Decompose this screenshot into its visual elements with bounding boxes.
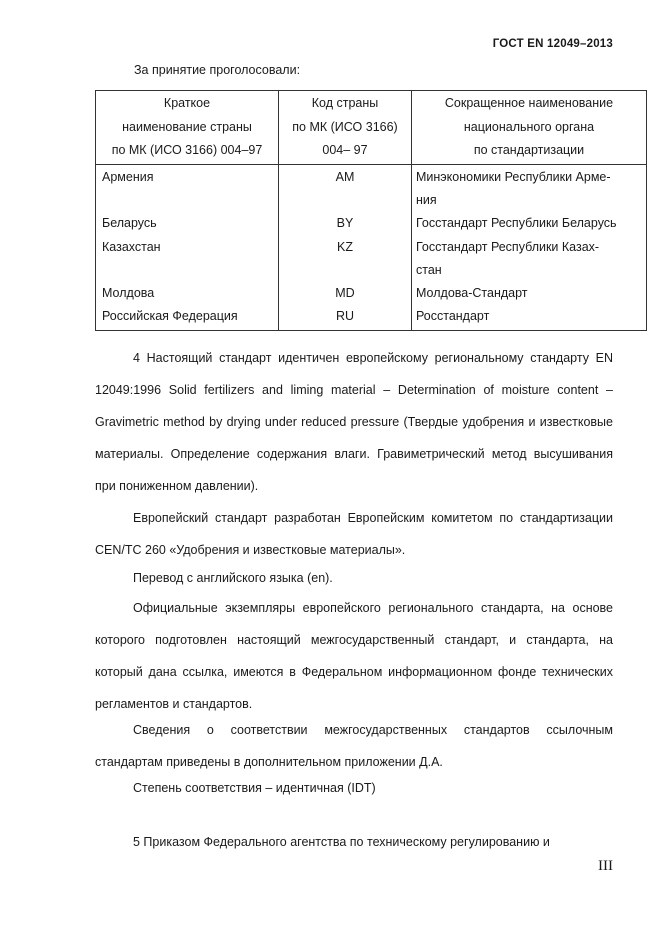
country-name: Российская Федерация [96,305,279,331]
header-country-name: Краткое наименование страны по МК (ИСО 3166) 004–97 [96,91,279,165]
country-code: BY [279,212,412,235]
national-body: Молдова-Стандарт [412,282,647,305]
table-row [96,165,647,213]
country-code: RU [279,305,412,331]
national-body: Росстандарт [412,305,647,331]
table-row [96,305,647,331]
paragraph-official-copies: Официальные экземпляры европейского регионального стандарта, на основе которого подготовлен настоящий межгосударственный стандарт, и стандарта, на который дана ссылка, имеются в Федеральном информационном фонде технических регламентов и стандартов. [95,601,613,711]
header-national-body: Сокращенное наименование национального органа по стандартизации [412,91,647,165]
national-body: Госстандарт Республики Беларусь [412,212,647,235]
table-row [96,236,647,282]
header-country-code: Код страны по МК (ИСО 3166) 004– 97 [279,91,412,165]
paragraph-degree: Степень соответствия – идентичная (IDT) [133,781,376,795]
country-name: Молдова [96,282,279,305]
paragraph-cen: Европейский стандарт разработан Европейским комитетом по стандартизации CEN/TC 260 «Удобрения и известковые материалы». [95,511,613,557]
voting-states-table [95,90,647,331]
national-body: Минэкономики Республики Арме- ния [412,165,647,213]
voting-intro: За принятие проголосовали: [134,63,301,77]
country-code: KZ [279,236,412,282]
country-name: Беларусь [96,212,279,235]
page-number: III [598,858,613,874]
paragraph-4: 4 Настоящий стандарт идентичен европейскому региональному стандарту EN 12049:1996 Solid fertilizers and liming material – Determination of moisture content – Gravimetric method by drying under reduced pressure (Твердые удобрения и известковые материалы. Определение содержания влаги. Гравиметрический метод высушивания при пониженном давлении). [95,351,613,493]
document-header-code: ГОСТ EN 12049–2013 [492,38,613,50]
table-header-row [96,91,647,165]
national-body: Госстандарт Республики Казах- стан [412,236,647,282]
paragraph-translation: Перевод с английского языка (en). [133,571,333,585]
paragraph-info: Сведения о соответствии межгосударственных стандартов ссылочным стандартам приведены в дополнительном приложении Д.А. [95,723,613,769]
country-name: Армения [96,165,279,213]
table-row [96,212,647,235]
paragraph-5: 5 Приказом Федерального агентства по техническому регулированию и [133,835,550,849]
country-code: AM [279,165,412,213]
table-row [96,282,647,305]
country-name: Казахстан [96,236,279,282]
country-code: MD [279,282,412,305]
